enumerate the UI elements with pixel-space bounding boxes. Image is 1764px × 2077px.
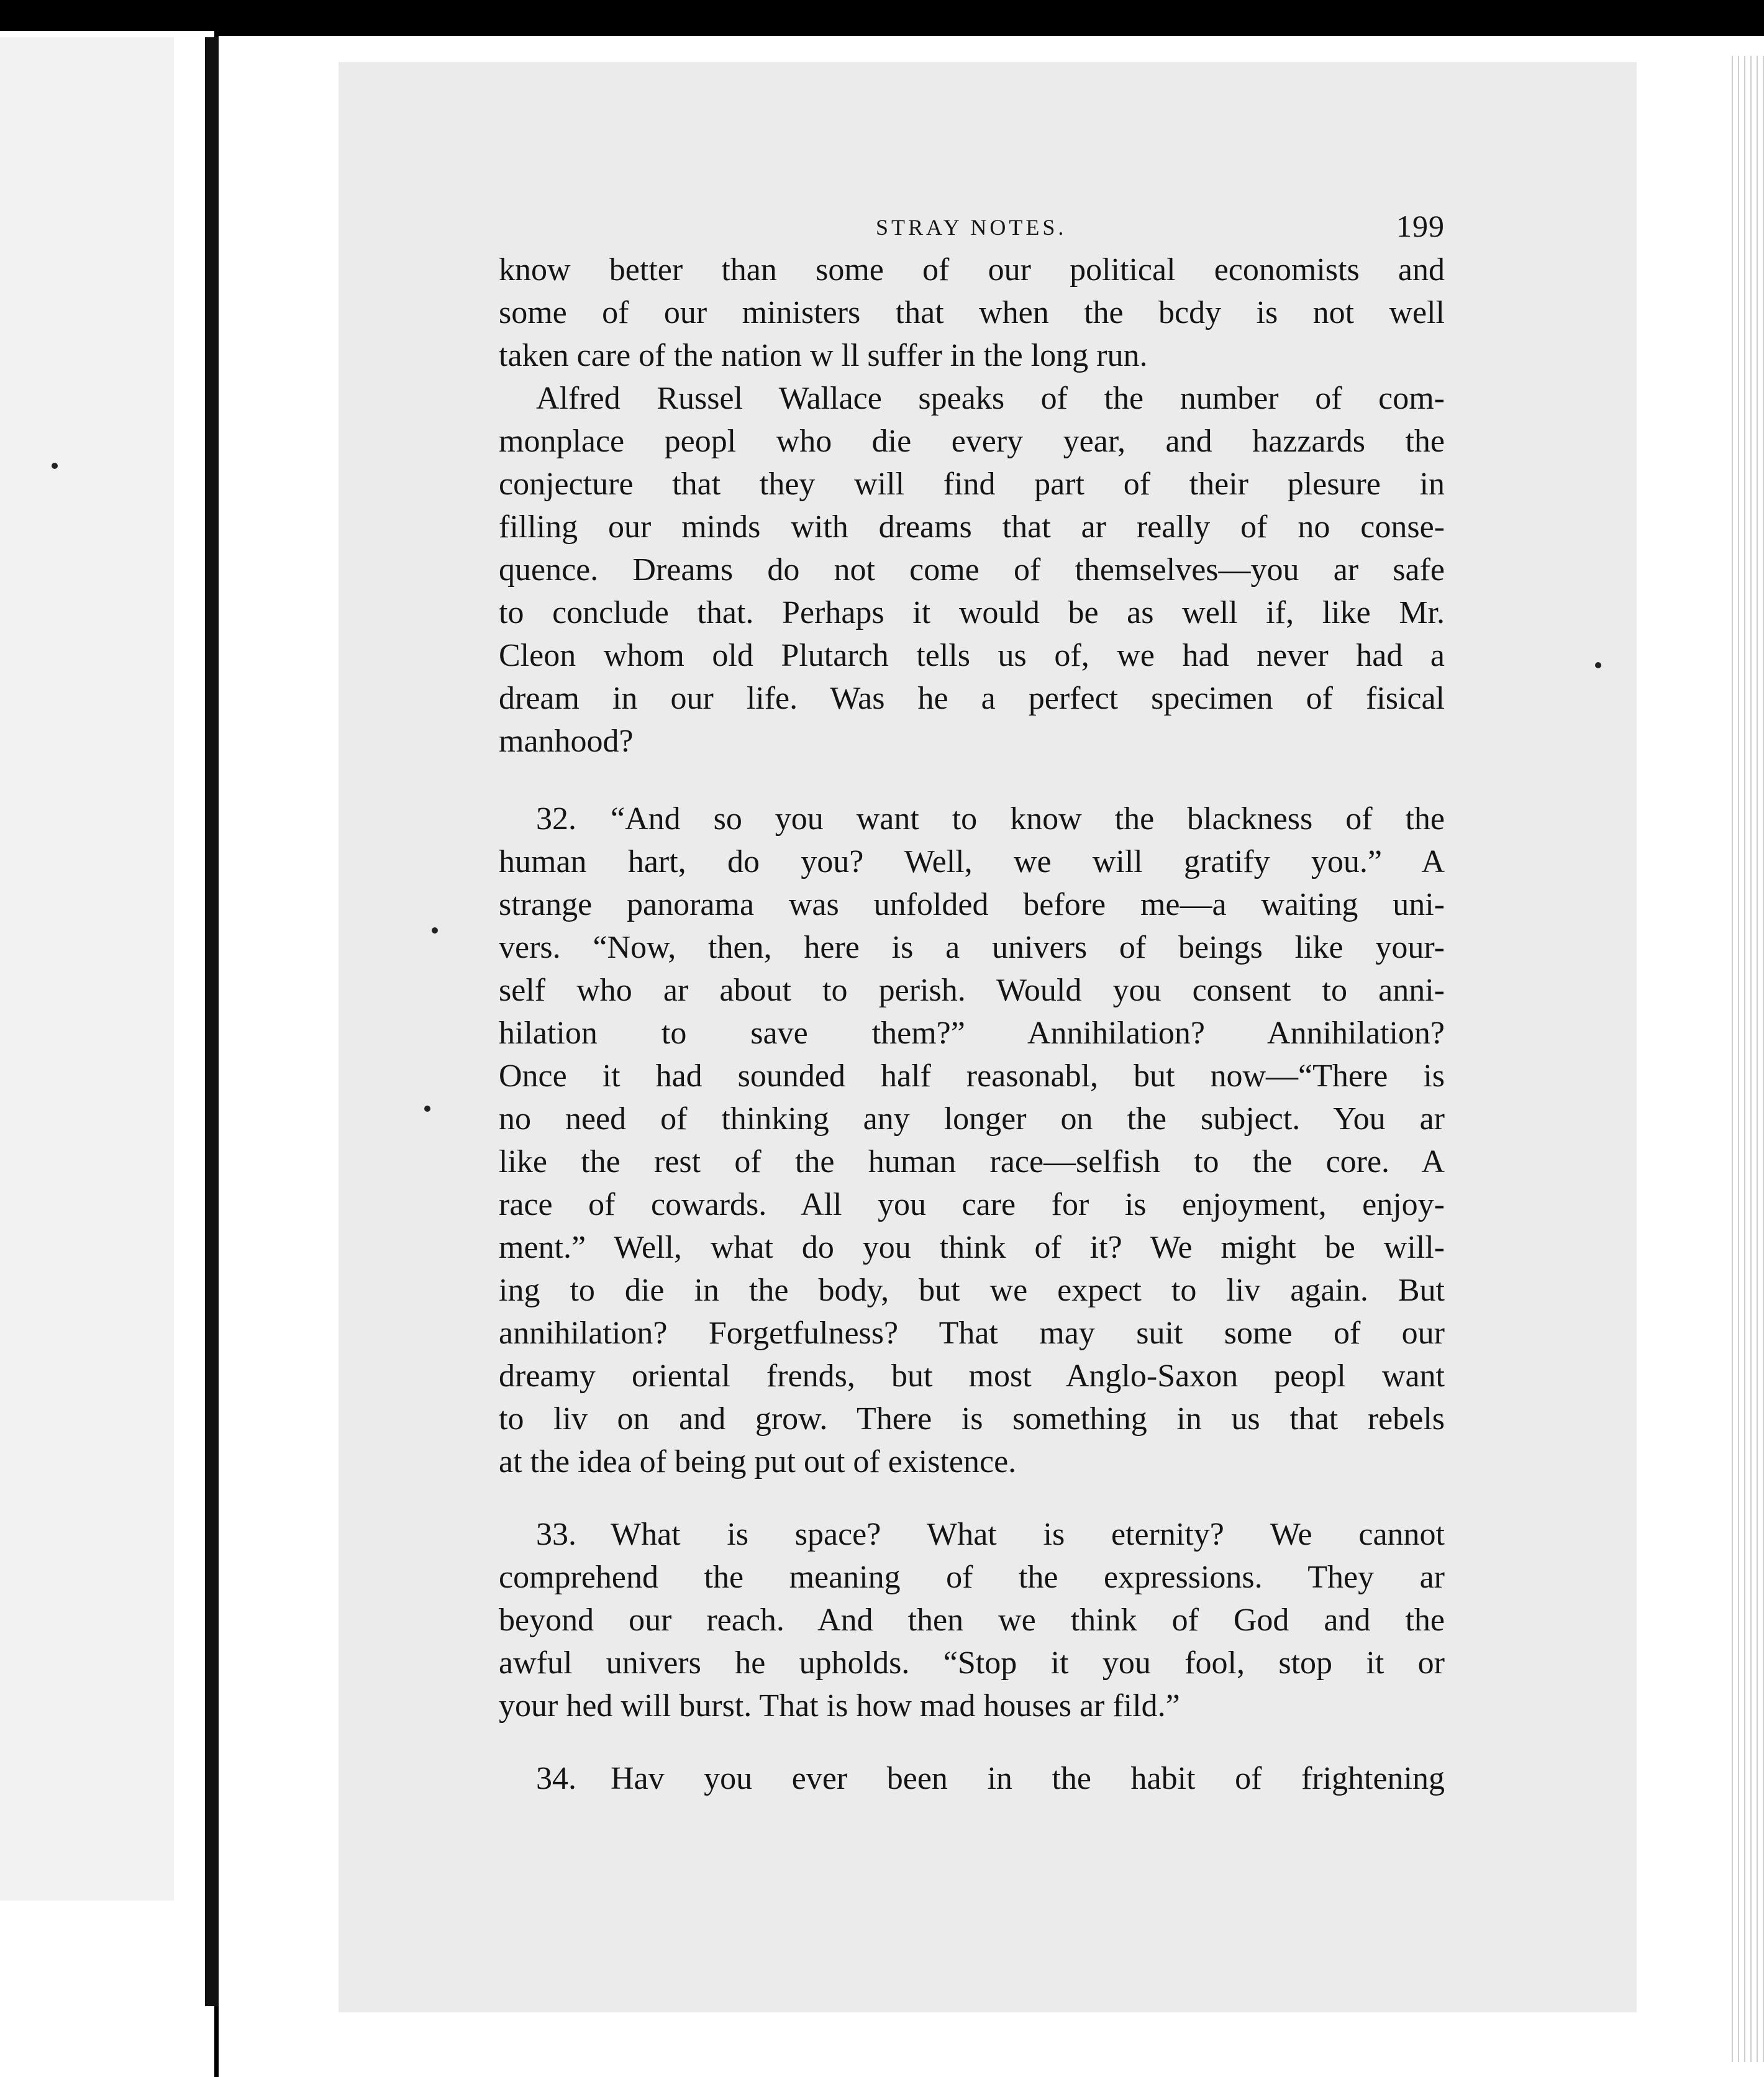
page-number: 199 [1396, 209, 1445, 243]
text-line [499, 798, 1445, 840]
note-32 [499, 798, 1445, 1483]
note-number: 32. [536, 801, 576, 837]
text-line-body: What is space? What is eternity? We cannot [611, 1517, 1445, 1552]
text-line: to conclude that. Perhaps it would be as well if, like Mr. [499, 595, 1445, 630]
text-line-body: “And so you want to know the blackness of the [611, 801, 1445, 837]
text-line: dream in our life. Was he a perfect specimen of fisical [499, 681, 1445, 716]
note-number: 33. [536, 1517, 576, 1552]
text-line-body: Hav you ever been in the habit of frightening [611, 1761, 1445, 1796]
page-text [499, 205, 1445, 1800]
text-line [499, 1513, 1445, 1556]
text-line: awful univers he upholds. “Stop it you fool, stop it or [499, 1645, 1445, 1681]
text-line: Alfred Russel Wallace speaks of the number of com- [536, 381, 1445, 416]
ink-speck [52, 463, 58, 469]
text-line: strange panorama was unfolded before me—a waiting uni- [499, 887, 1445, 922]
text-line: self who ar about to perish. Would you consent to anni- [499, 973, 1445, 1008]
text-line: filling our minds with dreams that ar really of no conse- [499, 509, 1445, 545]
text-line: ing to die in the body, but we expect to liv again. But [499, 1273, 1445, 1308]
page-header [499, 205, 1445, 248]
text-line: comprehend the meaning of the expressions. They ar [499, 1560, 1445, 1595]
text-line: beyond our reach. And then we think of God and the [499, 1602, 1445, 1638]
text-line [499, 1757, 1445, 1800]
page-edges [1727, 56, 1764, 2062]
facing-page-shade [0, 37, 174, 1901]
text-line: annihilation? Forgetfulness? That may suit some of our [499, 1316, 1445, 1351]
ink-speck [432, 927, 438, 934]
text-line: quence. Dreams do not come of themselves—you ar safe [499, 552, 1445, 588]
text-line: Once it had sounded half reasonabl, but now—“There is [499, 1058, 1445, 1094]
paragraph-continued [499, 248, 1445, 377]
paragraph-wallace [499, 377, 1445, 763]
text-line: monplace peopl who die every year, and hazzards the [499, 424, 1445, 459]
text-line: no need of thinking any longer on the subject. You ar [499, 1101, 1445, 1137]
text-line: dreamy oriental frends, but most Anglo-Saxon peopl want [499, 1358, 1445, 1394]
text-line: like the rest of the human race—selfish to the core. A [499, 1144, 1445, 1179]
note-33 [499, 1513, 1445, 1727]
text-line: race of cowards. All you care for is enjoyment, enjoy- [499, 1187, 1445, 1222]
text-line: know better than some of our political economists and [499, 252, 1445, 288]
text-line: manhood? [499, 724, 634, 759]
ink-speck [424, 1106, 430, 1112]
text-line: hilation to save them?” Annihilation? Annihilation? [499, 1016, 1445, 1051]
text-line: Cleon whom old Plutarch tells us of, we had never had a [499, 638, 1445, 673]
text-line: some of our ministers that when the bcdy is not well [499, 295, 1445, 330]
book-gutter [205, 37, 219, 2006]
text-line: at the idea of being put out of existence. [499, 1444, 1017, 1479]
text-line: vers. “Now, then, here is a univers of beings like your- [499, 930, 1445, 965]
note-number: 34. [536, 1761, 576, 1796]
text-line: ment.” Well, what do you think of it? We might be will- [499, 1230, 1445, 1265]
text-line: taken care of the nation w ll suffer in the long run. [499, 338, 1148, 373]
text-line: conjecture that they will find part of their plesure in [499, 466, 1445, 502]
note-34 [499, 1757, 1445, 1800]
text-line: your hed will burst. That is how mad houses ar fild.” [499, 1688, 1180, 1724]
text-line: to liv on and grow. There is something in us that rebels [499, 1401, 1445, 1437]
text-line: human hart, do you? Well, we will gratify you.” A [499, 844, 1445, 879]
ink-speck [1595, 662, 1601, 668]
running-head: STRAY NOTES. [876, 215, 1067, 240]
